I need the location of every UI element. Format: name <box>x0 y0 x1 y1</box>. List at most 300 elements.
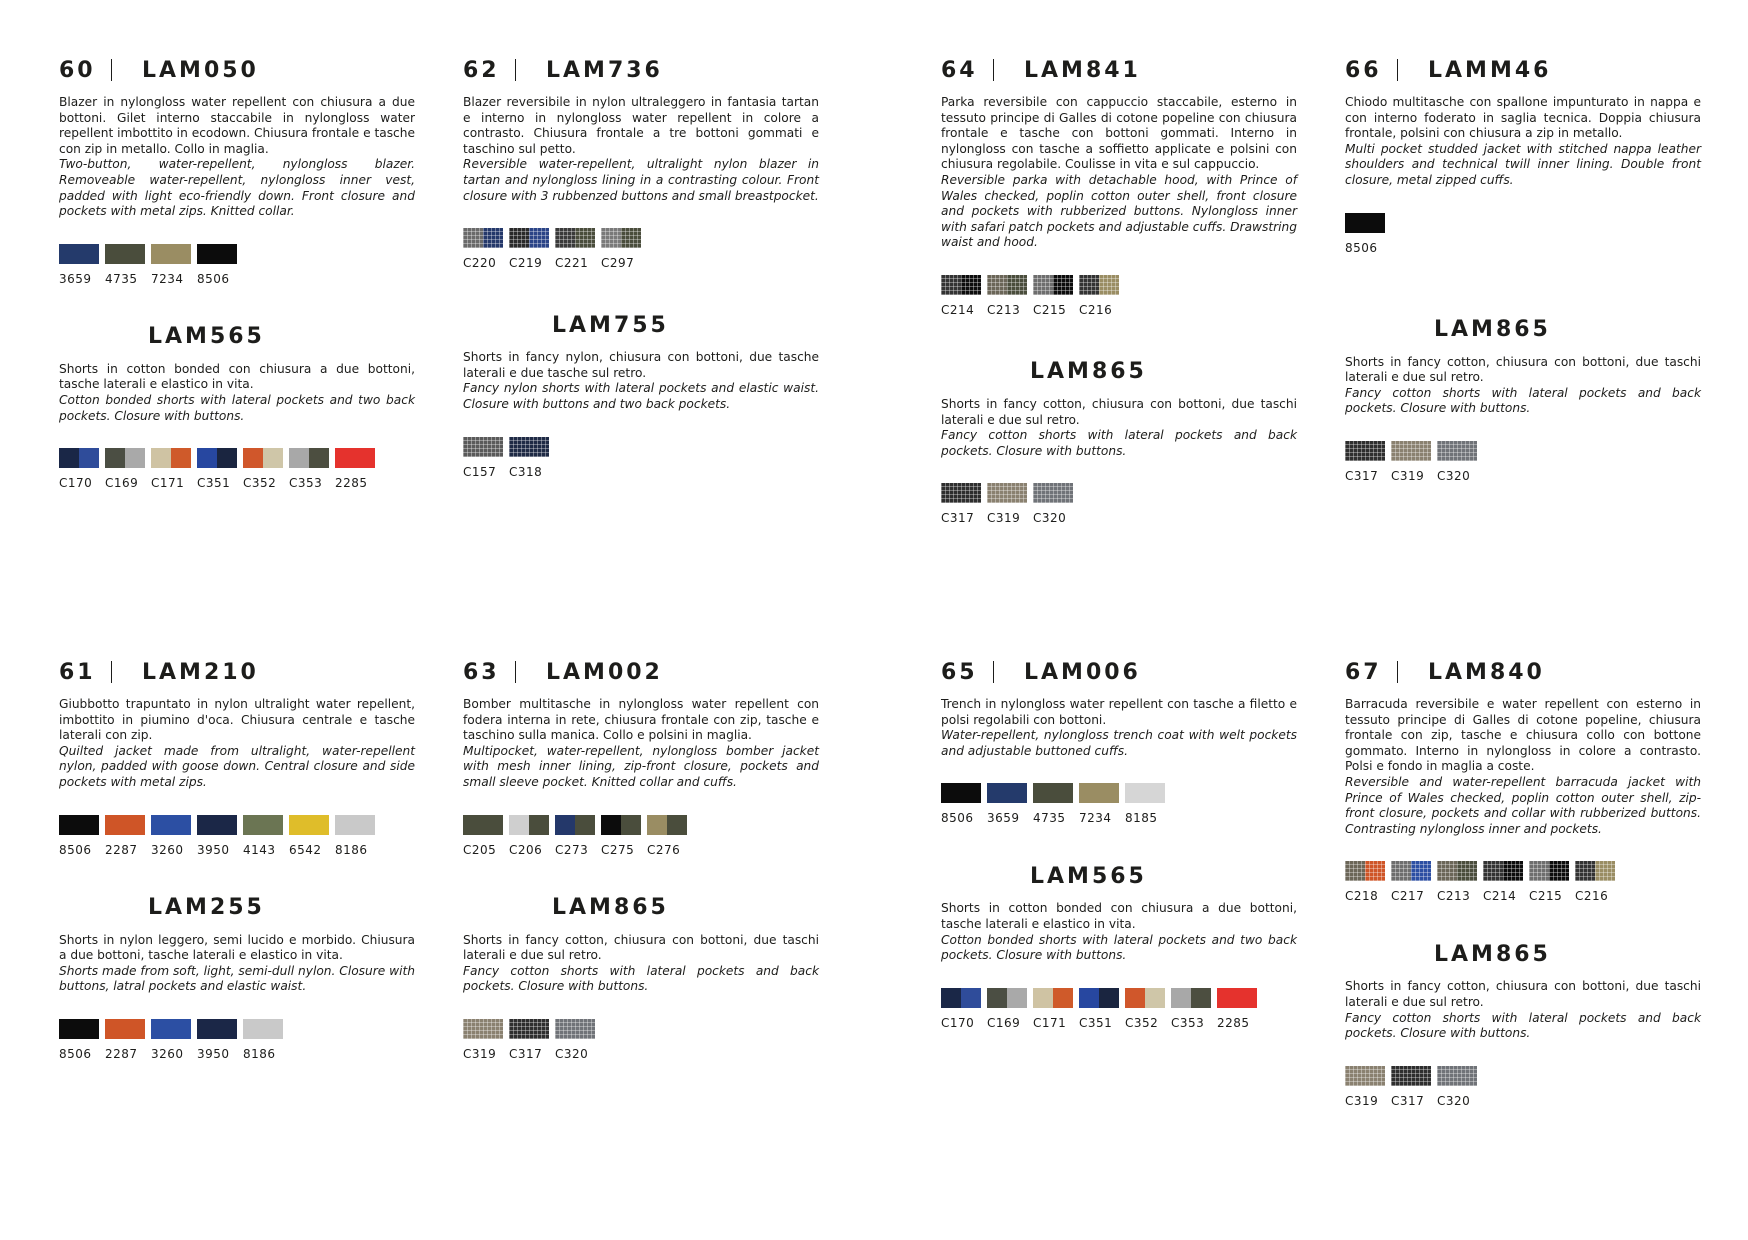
swatch-chip <box>197 448 237 468</box>
description-english: Multi pocket studded jacket with stitched nappa leather shoulders and technical twill inner lining. Double front closure, metal zipped cuffs. <box>1345 141 1701 187</box>
color-swatch[interactable] <box>987 783 1027 825</box>
sub-description-english: Fancy nylon shorts with lateral pockets and elastic waist. Closure with buttons and two back pockets. <box>463 381 819 411</box>
color-swatch[interactable] <box>1529 861 1569 903</box>
swatch-code: 3950 <box>197 1046 230 1061</box>
swatch-code: C218 <box>1345 889 1379 904</box>
product-code: LAMM46 <box>1428 57 1552 83</box>
swatch-code: C213 <box>1437 889 1471 904</box>
swatch-code: 4143 <box>243 842 276 857</box>
product-block <box>463 657 819 1061</box>
sub-product-code: LAM865 <box>1434 317 1551 343</box>
color-swatch[interactable] <box>1437 1066 1477 1108</box>
swatch-chip <box>509 1019 549 1039</box>
color-swatch[interactable] <box>1079 275 1119 317</box>
divider <box>111 59 112 81</box>
color-swatch[interactable] <box>1033 783 1073 825</box>
product-block <box>1345 657 1701 1108</box>
swatch-chip <box>463 228 503 248</box>
swatch-chip <box>289 815 329 835</box>
swatch-row <box>59 244 415 286</box>
sub-description-italian: Shorts in fancy cotton, chiusura con bottoni, due taschi laterali e due sul retro. <box>1345 354 1701 385</box>
color-swatch[interactable] <box>555 228 595 270</box>
sub-description-english: Fancy cotton shorts with lateral pockets and back pockets. Closure with buttons. <box>1345 385 1701 416</box>
swatch-row <box>941 483 1297 525</box>
page-number: 61 <box>59 659 96 685</box>
swatch-chip <box>105 448 145 468</box>
swatch-chip <box>1125 988 1165 1008</box>
color-swatch[interactable] <box>105 448 145 490</box>
swatch-chip <box>151 448 191 468</box>
swatch-chip <box>59 448 99 468</box>
product-header <box>941 55 1297 85</box>
product-header <box>463 657 819 687</box>
swatch-row <box>59 1019 415 1061</box>
color-swatch[interactable] <box>509 437 549 479</box>
swatch-code: 4735 <box>1033 811 1066 826</box>
swatch-code: 4735 <box>105 271 138 286</box>
swatch-code: C157 <box>463 464 497 479</box>
product-code: LAM002 <box>546 659 663 685</box>
description-italian: Trench in nylongloss water repellent con tasche a filetto e polsi regolabili con bottoni. <box>941 697 1297 727</box>
swatch-code: C319 <box>1345 1093 1379 1108</box>
swatch-chip <box>941 988 981 1008</box>
swatch-chip <box>1345 213 1385 233</box>
swatch-code: 8506 <box>1345 240 1378 255</box>
swatch-row <box>1345 1066 1701 1108</box>
swatch-code: 8506 <box>941 811 974 826</box>
swatch-chip <box>105 244 145 264</box>
product-header <box>1345 657 1701 687</box>
color-swatch[interactable] <box>335 815 375 857</box>
swatch-chip <box>1483 861 1523 881</box>
color-swatch[interactable] <box>463 437 503 479</box>
color-swatch[interactable] <box>289 815 329 857</box>
page-number: 66 <box>1345 57 1382 83</box>
swatch-code: C214 <box>941 302 975 317</box>
swatch-chip <box>59 1019 99 1039</box>
sub-product-header <box>941 861 1297 891</box>
sub-product-header <box>463 310 819 340</box>
swatch-code: C205 <box>463 842 497 857</box>
swatch-code: C353 <box>1171 1015 1205 1030</box>
color-swatch[interactable] <box>151 448 191 490</box>
sub-product-code: LAM565 <box>1030 863 1147 889</box>
swatch-chip <box>1529 861 1569 881</box>
color-swatch[interactable] <box>1345 861 1385 903</box>
swatch-row <box>463 228 819 270</box>
swatch-chip <box>1079 783 1119 803</box>
swatch-code: C352 <box>243 476 277 491</box>
swatch-chip <box>463 815 503 835</box>
color-swatch[interactable] <box>1391 441 1431 483</box>
swatch-chip <box>243 448 283 468</box>
swatch-code: C171 <box>151 476 185 491</box>
divider <box>515 59 516 81</box>
page-number: 67 <box>1345 659 1382 685</box>
sub-description-english: Shorts made from soft, light, semi-dull nylon. Closure with buttons, latral pockets and elastic waist. <box>59 963 415 994</box>
swatch-row <box>1345 861 1701 903</box>
swatch-code: C169 <box>987 1015 1021 1030</box>
description-italian: Blazer reversibile in nylon ultraleggero in fantasia tartan e interno in nylongloss water repellent in colore a contrasto. Chiusura frontale a tre bottoni gommati e taschino sul petto. <box>463 95 819 156</box>
swatch-chip <box>509 815 549 835</box>
swatch-code: C351 <box>197 476 231 491</box>
swatch-chip <box>987 988 1027 1008</box>
color-swatch[interactable] <box>601 815 641 857</box>
product-header <box>941 657 1297 687</box>
swatch-code: C317 <box>1391 1093 1425 1108</box>
color-swatch[interactable] <box>59 448 99 490</box>
product-block <box>941 657 1297 1030</box>
sub-description-english: Cotton bonded shorts with lateral pockets and two back pockets. Closure with buttons. <box>59 392 415 423</box>
color-swatch[interactable] <box>1079 988 1119 1030</box>
divider <box>111 661 112 683</box>
swatch-row <box>463 815 819 857</box>
swatch-chip <box>1171 988 1211 1008</box>
swatch-chip <box>1575 861 1615 881</box>
swatch-code: C170 <box>59 476 93 491</box>
swatch-chip <box>105 815 145 835</box>
color-swatch[interactable] <box>1437 861 1477 903</box>
swatch-code: C216 <box>1575 889 1609 904</box>
color-swatch[interactable] <box>647 815 687 857</box>
swatch-code: 8506 <box>197 271 230 286</box>
product-block <box>59 55 415 490</box>
sub-description-italian: Shorts in cotton bonded con chiusura a due bottoni, tasche laterali e elastico in vita. <box>941 901 1297 931</box>
swatch-chip <box>509 228 549 248</box>
swatch-chip <box>1217 988 1257 1008</box>
description-italian: Barracuda reversibile e water repellent con esterno in tessuto principe di Galles di cotone popeline, chiusura frontale con zip, tasche e chiusura collo con bottone gommato. Interno in nylongloss in colore a contrasto. Polsi e fondo in maglia a coste. <box>1345 697 1701 774</box>
color-swatch[interactable] <box>151 1019 191 1061</box>
swatch-chip <box>197 244 237 264</box>
swatch-code: 7234 <box>1079 811 1112 826</box>
swatch-code: 7234 <box>151 271 184 286</box>
swatch-chip <box>987 275 1027 295</box>
page-number: 60 <box>59 57 96 83</box>
color-swatch[interactable] <box>463 1019 503 1061</box>
swatch-chip <box>1079 275 1119 295</box>
color-swatch[interactable] <box>243 448 283 490</box>
swatch-chip <box>1125 783 1165 803</box>
color-swatch[interactable] <box>1345 441 1385 483</box>
sub-product-code: LAM865 <box>552 895 669 921</box>
sub-description-italian: Shorts in fancy cotton, chiusura con bottoni, due taschi laterali e due sul retro. <box>941 396 1297 427</box>
description-italian: Chiodo multitasche con spallone impunturato in nappa e con interno foderato in saglia tecnica. Doppia chiusura frontale, polsini con chiusura a zip in metallo. <box>1345 95 1701 141</box>
swatch-chip <box>197 815 237 835</box>
color-swatch[interactable] <box>105 244 145 286</box>
sub-product-header <box>941 357 1297 387</box>
swatch-chip <box>151 815 191 835</box>
swatch-chip <box>941 783 981 803</box>
description-italian: Parka reversibile con cappuccio staccabile, esterno in tessuto principe di Galles di cotone popeline con chiusura frontale e tasche con bottoni gommati. Interno in nylongloss con tasche a soffietto applicate e polsini con chiusura regolabile. Coulisse in vita e sul cappuccio. <box>941 95 1297 172</box>
color-swatch[interactable] <box>555 1019 595 1061</box>
swatch-chip <box>647 815 687 835</box>
color-swatch[interactable] <box>1345 1066 1385 1108</box>
description-italian: Blazer in nylongloss water repellent con chiusura a due bottoni. Gilet interno staccabile in nylongloss water repellent imbottito in ecodown. Chiusura frontale e tasche con zip in metallo. Collo in maglia. <box>59 95 415 156</box>
swatch-code: C320 <box>555 1046 589 1061</box>
swatch-code: C319 <box>987 511 1021 526</box>
color-swatch[interactable] <box>59 244 99 286</box>
swatch-code: C319 <box>463 1046 497 1061</box>
swatch-code: C317 <box>941 511 975 526</box>
swatch-chip <box>1437 861 1477 881</box>
description-italian: Giubbotto trapuntato in nylon ultralight water repellent, imbottito in piumino d'oca. Chiusura centrale e tasche laterali con zip. <box>59 697 415 743</box>
description-english: Reversible and water-repellent barracuda jacket with Prince of Wales checked, poplin cotton outer shell, zip-front closure, pockets and collar with rubberized buttons. Contrasting nylongloss inner and pockets. <box>1345 774 1701 836</box>
swatch-code: C320 <box>1033 511 1067 526</box>
swatch-code: C351 <box>1079 1015 1113 1030</box>
color-swatch[interactable] <box>509 228 549 270</box>
swatch-chip <box>151 1019 191 1039</box>
swatch-code: C319 <box>1391 468 1425 483</box>
swatch-chip <box>243 815 283 835</box>
swatch-code: C297 <box>601 256 635 271</box>
swatch-chip <box>987 783 1027 803</box>
swatch-code: C217 <box>1391 889 1425 904</box>
sub-description-english: Fancy cotton shorts with lateral pockets and back pockets. Closure with buttons. <box>1345 1010 1701 1041</box>
product-code: LAM840 <box>1428 659 1545 685</box>
swatch-code: C171 <box>1033 1015 1067 1030</box>
swatch-code: C320 <box>1437 468 1471 483</box>
sub-product-code: LAM565 <box>148 324 265 350</box>
sub-product-code: LAM755 <box>552 312 669 338</box>
description-english: Quilted jacket made from ultralight, water-repellent nylon, padded with goose down. Central closure and side pockets with metal zips. <box>59 743 415 789</box>
swatch-chip <box>509 437 549 457</box>
swatch-code: C276 <box>647 842 681 857</box>
swatch-code: C216 <box>1079 302 1113 317</box>
sub-product-header <box>463 893 819 923</box>
color-swatch[interactable] <box>243 815 283 857</box>
color-swatch[interactable] <box>555 815 595 857</box>
product-header <box>463 55 819 85</box>
swatch-chip <box>1033 275 1073 295</box>
swatch-row <box>941 988 1297 1030</box>
color-swatch[interactable] <box>1391 1066 1431 1108</box>
swatch-code: C221 <box>555 256 589 271</box>
product-code: LAM050 <box>142 57 259 83</box>
divider <box>1397 661 1398 683</box>
swatch-code: C215 <box>1529 889 1563 904</box>
swatch-code: C275 <box>601 842 635 857</box>
color-swatch[interactable] <box>463 228 503 270</box>
page-number: 64 <box>941 57 978 83</box>
swatch-code: C320 <box>1437 1093 1471 1108</box>
product-code: LAM841 <box>1024 57 1141 83</box>
sub-product-header <box>59 322 415 352</box>
swatch-chip <box>1079 988 1119 1008</box>
color-swatch[interactable] <box>941 988 981 1030</box>
divider <box>993 661 994 683</box>
color-swatch[interactable] <box>1391 861 1431 903</box>
swatch-chip <box>1345 441 1385 461</box>
swatch-code: C213 <box>987 302 1021 317</box>
swatch-chip <box>59 815 99 835</box>
color-swatch[interactable] <box>105 1019 145 1061</box>
color-swatch[interactable] <box>1125 783 1165 825</box>
swatch-code: C206 <box>509 842 543 857</box>
description-english: Multipocket, water-repellent, nylongloss bomber jacket with mesh inner lining, zip-front closure, pockets and small sleeve pocket. Knitted collar and cuffs. <box>463 743 819 789</box>
color-swatch[interactable] <box>151 244 191 286</box>
sub-description-italian: Shorts in fancy cotton, chiusura con bottoni, due taschi laterali e due sul retro. <box>1345 979 1701 1009</box>
color-swatch[interactable] <box>509 1019 549 1061</box>
description-english: Reversible parka with detachable hood, with Prince of Wales checked, poplin cotton outer shell, front closure and pockets with rubberized buttons. Nylongloss inner with safari patch pockets and adjustable cuffs. Drawstring waist and hood. <box>941 172 1297 250</box>
swatch-code: 6542 <box>289 842 322 857</box>
swatch-chip <box>941 275 981 295</box>
swatch-chip <box>555 1019 595 1039</box>
swatch-code: 2287 <box>105 842 138 857</box>
swatch-row <box>1345 213 1701 255</box>
sub-product-header <box>1345 315 1701 345</box>
color-swatch[interactable] <box>987 275 1027 317</box>
swatch-row <box>941 275 1297 317</box>
color-swatch[interactable] <box>59 815 99 857</box>
sub-description-italian: Shorts in cotton bonded con chiusura a due bottoni, tasche laterali e elastico in vita. <box>59 361 415 392</box>
color-swatch[interactable] <box>509 815 549 857</box>
swatch-chip <box>1033 988 1073 1008</box>
swatch-chip <box>1033 483 1073 503</box>
swatch-code: 8506 <box>59 842 92 857</box>
color-swatch[interactable] <box>601 228 641 270</box>
product-header <box>59 657 415 687</box>
product-block <box>463 55 819 479</box>
product-code: LAM210 <box>142 659 259 685</box>
swatch-chip <box>243 1019 283 1039</box>
swatch-code: C318 <box>509 464 543 479</box>
swatch-chip <box>1437 1066 1477 1086</box>
sub-product-code: LAM865 <box>1434 941 1551 967</box>
sub-product-code: LAM255 <box>148 895 265 921</box>
swatch-code: 2287 <box>105 1046 138 1061</box>
swatch-chip <box>555 228 595 248</box>
color-swatch[interactable] <box>1575 861 1615 903</box>
color-swatch[interactable] <box>197 1019 237 1061</box>
color-swatch[interactable] <box>59 1019 99 1061</box>
page-number: 62 <box>463 57 500 83</box>
swatch-chip <box>289 448 329 468</box>
swatch-chip <box>463 1019 503 1039</box>
swatch-chip <box>197 1019 237 1039</box>
swatch-code: C170 <box>941 1015 975 1030</box>
swatch-row <box>463 437 819 479</box>
swatch-code: C353 <box>289 476 323 491</box>
swatch-code: 3260 <box>151 842 184 857</box>
swatch-chip <box>1345 861 1385 881</box>
swatch-code: C214 <box>1483 889 1517 904</box>
color-swatch[interactable] <box>243 1019 283 1061</box>
swatch-chip <box>1437 441 1477 461</box>
swatch-chip <box>601 228 641 248</box>
swatch-code: 3659 <box>987 811 1020 826</box>
color-swatch[interactable] <box>197 244 237 286</box>
product-block <box>59 657 415 1061</box>
swatch-chip <box>555 815 595 835</box>
color-swatch[interactable] <box>1079 783 1119 825</box>
swatch-code: 8186 <box>243 1046 276 1061</box>
color-swatch[interactable] <box>1033 988 1073 1030</box>
product-header <box>1345 55 1701 85</box>
divider <box>1397 59 1398 81</box>
swatch-code: 3950 <box>197 842 230 857</box>
swatch-chip <box>1391 1066 1431 1086</box>
swatch-chip <box>1391 441 1431 461</box>
sub-product-code: LAM865 <box>1030 359 1147 385</box>
color-swatch[interactable] <box>941 275 981 317</box>
color-swatch[interactable] <box>1217 988 1257 1030</box>
color-swatch[interactable] <box>151 815 191 857</box>
color-swatch[interactable] <box>1125 988 1165 1030</box>
description-italian: Bomber multitasche in nylongloss water repellent con fodera interna in rete, chiusura frontale con zip, tasche e taschino sulla manica. Collo e polsini in maglia. <box>463 697 819 743</box>
sub-description-english: Cotton bonded shorts with lateral pockets and two back pockets. Closure with buttons. <box>941 932 1297 963</box>
color-swatch[interactable] <box>197 448 237 490</box>
swatch-row <box>59 815 415 857</box>
color-swatch[interactable] <box>1171 988 1211 1030</box>
sub-product-header <box>59 893 415 923</box>
sub-description-italian: Shorts in fancy cotton, chiusura con bottoni, due taschi laterali e due sul retro. <box>463 932 819 963</box>
swatch-code: C220 <box>463 256 497 271</box>
color-swatch[interactable] <box>1437 441 1477 483</box>
color-swatch[interactable] <box>1345 213 1385 255</box>
swatch-code: C215 <box>1033 302 1067 317</box>
sub-description-italian: Shorts in nylon leggero, semi lucido e morbido. Chiusura a due bottoni, tasche laterali e elastico in vita. <box>59 932 415 963</box>
color-swatch[interactable] <box>335 448 375 490</box>
color-swatch[interactable] <box>987 483 1027 525</box>
swatch-code: C352 <box>1125 1015 1159 1030</box>
color-swatch[interactable] <box>289 448 329 490</box>
swatch-chip <box>335 815 375 835</box>
sub-description-english: Fancy cotton shorts with lateral pockets and back pockets. Closure with buttons. <box>941 428 1297 458</box>
sub-product-header <box>1345 939 1701 969</box>
color-swatch[interactable] <box>1483 861 1523 903</box>
swatch-chip <box>1391 861 1431 881</box>
swatch-code: C273 <box>555 842 589 857</box>
color-swatch[interactable] <box>987 988 1027 1030</box>
product-code: LAM006 <box>1024 659 1141 685</box>
swatch-chip <box>987 483 1027 503</box>
swatch-code: 8506 <box>59 1046 92 1061</box>
swatch-row <box>463 1019 819 1061</box>
color-swatch[interactable] <box>1033 275 1073 317</box>
swatch-code: C317 <box>1345 468 1379 483</box>
color-swatch[interactable] <box>941 483 981 525</box>
swatch-code: 8185 <box>1125 811 1158 826</box>
color-swatch[interactable] <box>941 783 981 825</box>
product-header <box>59 55 415 85</box>
page-number: 63 <box>463 659 500 685</box>
swatch-chip <box>335 448 375 468</box>
swatch-code: 8186 <box>335 842 368 857</box>
color-swatch[interactable] <box>1033 483 1073 525</box>
sub-description-italian: Shorts in fancy nylon, chiusura con bottoni, due tasche laterali e due tasche sul retro. <box>463 350 819 380</box>
swatch-code: 2285 <box>1217 1015 1250 1030</box>
color-swatch[interactable] <box>463 815 503 857</box>
color-swatch[interactable] <box>197 815 237 857</box>
swatch-chip <box>1033 783 1073 803</box>
divider <box>993 59 994 81</box>
swatch-row <box>59 448 415 490</box>
swatch-code: 3260 <box>151 1046 184 1061</box>
swatch-chip <box>941 483 981 503</box>
sub-description-english: Fancy cotton shorts with lateral pockets and back pockets. Closure with buttons. <box>463 963 819 994</box>
swatch-chip <box>601 815 641 835</box>
swatch-chip <box>1345 1066 1385 1086</box>
color-swatch[interactable] <box>105 815 145 857</box>
description-english: Two-button, water-repellent, nylongloss blazer. Removeable water-repellent, nylongloss inner vest, padded with light eco-friendly down. Front closure and pockets with metal zips. Knitted collar. <box>59 157 415 219</box>
swatch-row <box>941 783 1297 825</box>
divider <box>515 661 516 683</box>
swatch-chip <box>151 244 191 264</box>
product-block <box>941 55 1297 525</box>
swatch-code: C317 <box>509 1046 543 1061</box>
description-english: Reversible water-repellent, ultralight nylon blazer in tartan and nylongloss lining in a contrasting colour. Front closure with 3 rubbenzed buttons and small breastpocket. <box>463 157 819 203</box>
swatch-code: C169 <box>105 476 139 491</box>
